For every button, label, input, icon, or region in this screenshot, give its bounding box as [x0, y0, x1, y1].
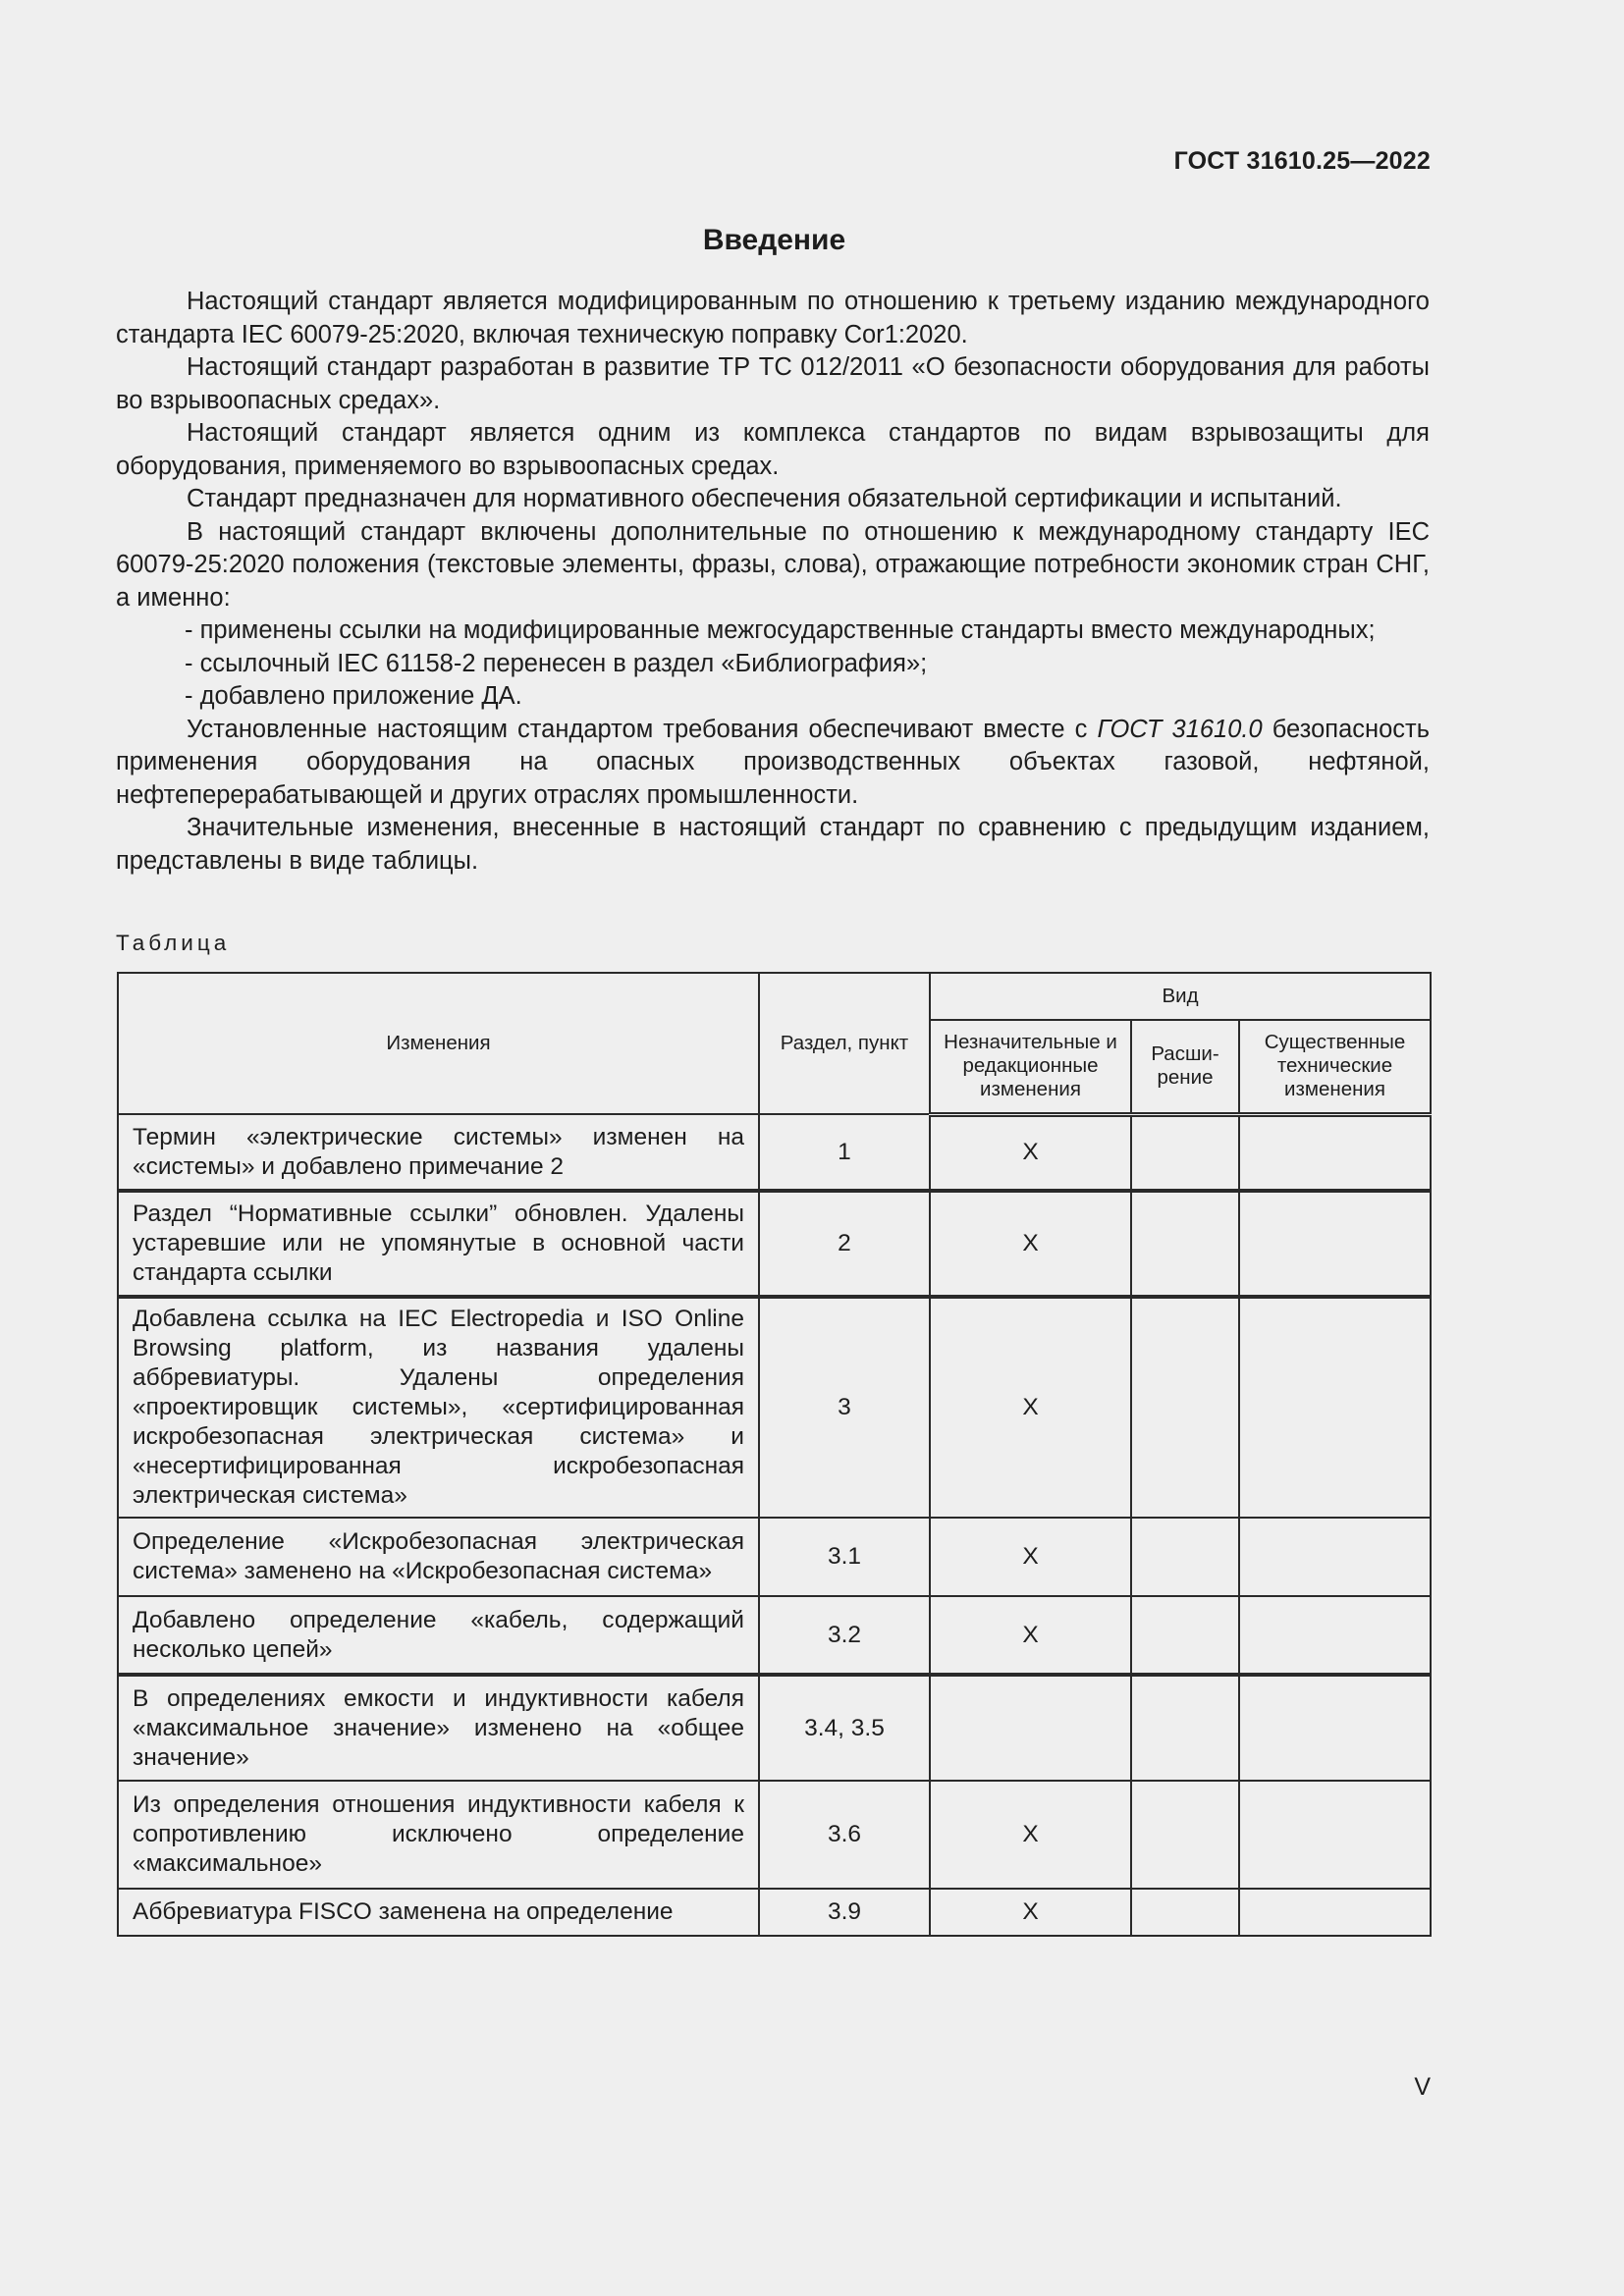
cell-technical — [1239, 1781, 1431, 1889]
paragraph: Значительные изменения, внесенные в настоящий стандарт по сравнению с предыдущим изданием, представлены в виде таблицы. — [116, 814, 1430, 875]
cell-minor: X — [930, 1518, 1131, 1596]
introduction-text — [116, 286, 1430, 878]
table-row — [118, 1297, 1431, 1518]
cell-change: Раздел “Нормативные ссылки” обновлен. Удалены устаревшие или не упомянутые в основной части стандарта ссылки — [118, 1191, 759, 1297]
cell-change: Аббревиатура FISCO заменена на определение — [118, 1889, 759, 1936]
header-changes: Изменения — [118, 973, 759, 1114]
cell-technical — [1239, 1114, 1431, 1191]
table-caption: Таблица — [116, 931, 231, 955]
section-title: Введение — [702, 224, 846, 256]
list-item: - добавлено приложение ДА. — [185, 682, 522, 710]
cell-section: 3.4, 3.5 — [759, 1675, 930, 1781]
cell-section: 3.6 — [759, 1781, 930, 1889]
paragraph: Настоящий стандарт является одним из комплекса стандартов по видам взрывозащиты для оборудования, применяемого во взрывоопасных средах. — [116, 419, 1430, 480]
list-item: - ссылочный IEC 61158-2 перенесен в раздел «Библиография»; — [185, 649, 928, 677]
header-technical: Существенные технические изменения — [1239, 1020, 1431, 1114]
cell-technical — [1239, 1675, 1431, 1781]
cell-minor: X — [930, 1889, 1131, 1936]
cell-minor: X — [930, 1781, 1131, 1889]
text-fragment: Установленные настоящим стандартом требования обеспечивают вместе с — [187, 715, 1098, 743]
table-row — [118, 1781, 1431, 1889]
cell-extension — [1131, 1675, 1239, 1781]
table-row — [118, 1889, 1431, 1936]
cell-extension — [1131, 1297, 1239, 1518]
cell-change: Добавлена ссылка на IEC Electropedia и ISO Online Browsing platform, из названия удалены аббревиатуры. Удалены определения «проектировщик системы», «сертифицированная искробезопасная электрическая система» и «несертифицированная искробезопасная электрическая система» — [118, 1297, 759, 1518]
cell-technical — [1239, 1518, 1431, 1596]
cell-change: Термин «электрические системы» изменен на «системы» и добавлено примечание 2 — [118, 1114, 759, 1191]
paragraph: Настоящий стандарт разработан в развитие ТР ТС 012/2011 «О безопасности оборудования для работы во взрывоопасных средах». — [116, 353, 1430, 414]
table-row — [118, 1518, 1431, 1596]
cell-minor — [930, 1675, 1131, 1781]
cell-minor: X — [930, 1191, 1131, 1297]
page-number: V — [1414, 2073, 1431, 2101]
cell-minor: X — [930, 1297, 1131, 1518]
cell-section: 2 — [759, 1191, 930, 1297]
header-kind: Вид — [930, 973, 1431, 1020]
cell-technical — [1239, 1889, 1431, 1936]
cell-section: 3.9 — [759, 1889, 930, 1936]
cell-section: 3.2 — [759, 1596, 930, 1675]
cell-extension — [1131, 1518, 1239, 1596]
cell-minor: X — [930, 1114, 1131, 1191]
cell-extension — [1131, 1191, 1239, 1297]
cell-section: 3 — [759, 1297, 930, 1518]
cell-technical — [1239, 1297, 1431, 1518]
table-row — [118, 1675, 1431, 1781]
table-row — [118, 1191, 1431, 1297]
header-minor: Незначительные и редакционные изменения — [930, 1020, 1131, 1114]
list-item: - применены ссылки на модифицированные межгосударственные стандарты вместо международных; — [185, 616, 1376, 644]
cell-extension — [1131, 1596, 1239, 1675]
cell-extension — [1131, 1781, 1239, 1889]
cell-change: Из определения отношения индуктивности кабеля к сопротивлению исключено определение «максимальное» — [118, 1781, 759, 1889]
paragraph-gost — [116, 714, 1430, 813]
cell-technical — [1239, 1191, 1431, 1297]
header-section: Раздел, пункт — [759, 973, 930, 1114]
cell-extension — [1131, 1889, 1239, 1936]
text-fragment: безопасность применения оборудования на опасных производственных объектах газовой, нефтяной, нефтеперерабатывающей и других отраслях промышленности. — [116, 715, 1430, 809]
cell-technical — [1239, 1596, 1431, 1675]
cell-minor: X — [930, 1596, 1131, 1675]
paragraph: В настоящий стандарт включены дополнительные по отношению к международному стандарту IEC 60079-25:2020 положения (текстовые элементы, фразы, слова), отражающие потребности экономик стран СНГ, а именно: — [116, 517, 1430, 612]
standard-reference: ГОСТ 31610.0 — [1097, 715, 1263, 743]
table-row — [118, 1114, 1431, 1191]
paragraph: Стандарт предназначен для нормативного обеспечения обязательной сертификации и испытаний. — [187, 485, 1342, 512]
cell-extension — [1131, 1114, 1239, 1191]
cell-change: В определениях емкости и индуктивности кабеля «максимальное значение» изменено на «общее значение» — [118, 1675, 759, 1781]
table-row — [118, 1596, 1431, 1675]
cell-change: Определение «Искробезопасная электрическая система» заменено на «Искробезопасная система» — [118, 1518, 759, 1596]
paragraph: Настоящий стандарт является модифицированным по отношению к третьему изданию международного стандарта IEC 60079-25:2020, включая техническую поправку Cor1:2020. — [116, 288, 1430, 348]
cell-change: Добавлено определение «кабель, содержащий несколько цепей» — [118, 1596, 759, 1675]
header-extension: Расши-рение — [1131, 1020, 1239, 1114]
cell-section: 3.1 — [759, 1518, 930, 1596]
cell-section: 1 — [759, 1114, 930, 1191]
changes-table — [117, 972, 1432, 1937]
document-id: ГОСТ 31610.25—2022 — [1173, 147, 1431, 175]
